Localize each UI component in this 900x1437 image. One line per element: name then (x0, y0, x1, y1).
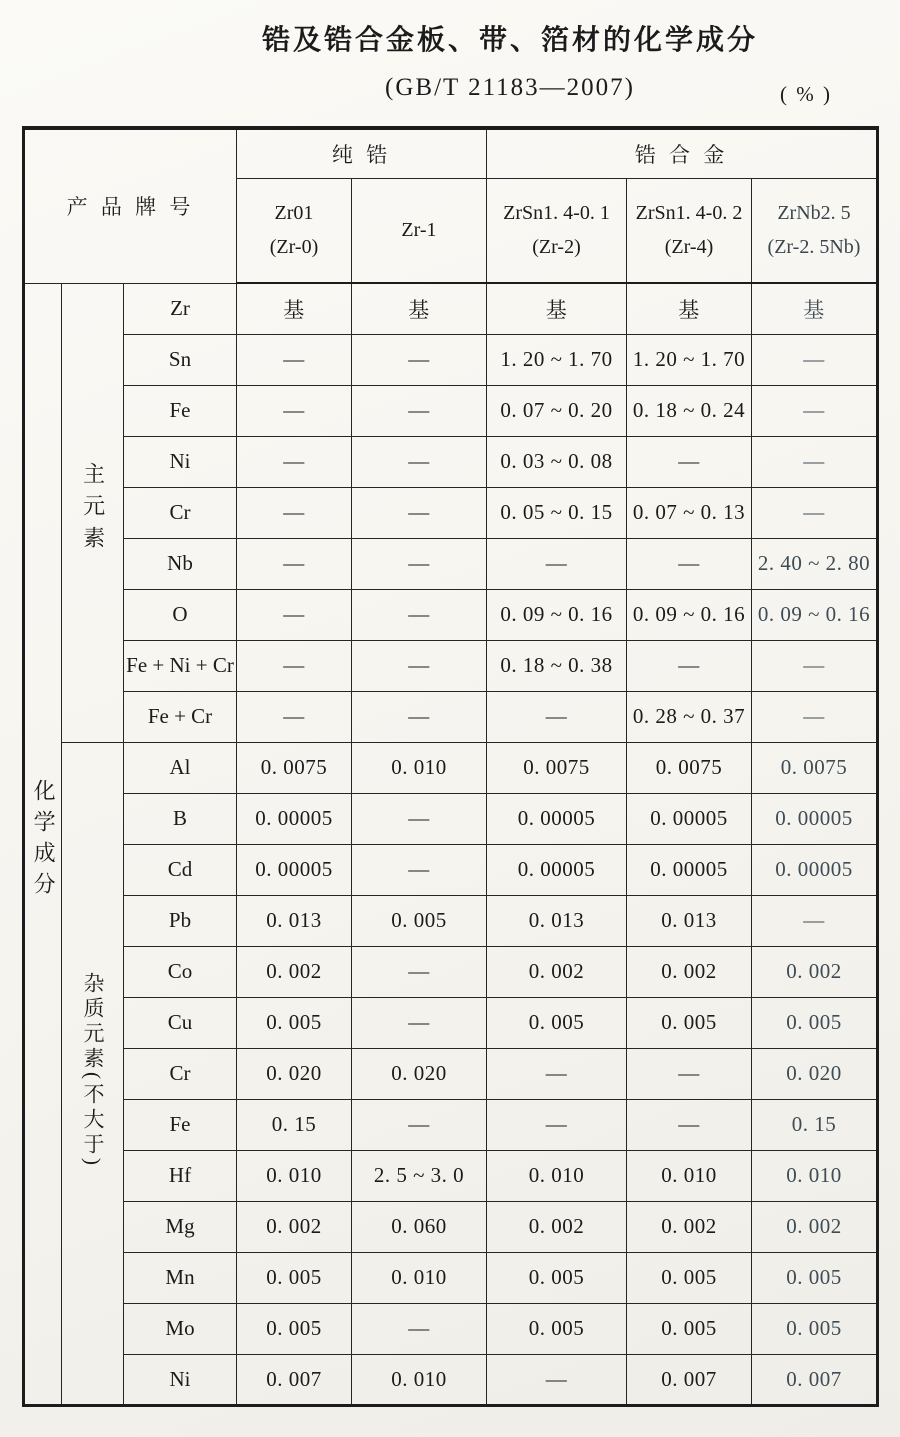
element-name: Sn (124, 334, 237, 385)
value-cell: — (627, 538, 752, 589)
value-cell: 基 (237, 283, 352, 334)
element-name: Mo (124, 1303, 237, 1354)
value-cell: — (237, 538, 352, 589)
value-cell: 0. 002 (487, 1201, 627, 1252)
element-name: Pb (124, 895, 237, 946)
element-name: Fe + Ni + Cr (124, 640, 237, 691)
value-cell: 0. 18 ~ 0. 24 (627, 385, 752, 436)
value-cell: 0. 007 (627, 1354, 752, 1405)
value-cell: — (487, 1048, 627, 1099)
value-cell: 0. 013 (627, 895, 752, 946)
value-cell: 0. 28 ~ 0. 37 (627, 691, 752, 742)
table-row-ni-impurity (24, 1354, 878, 1405)
value-cell: — (352, 793, 487, 844)
value-cell: 0. 00005 (487, 793, 627, 844)
value-cell: 0. 005 (487, 1252, 627, 1303)
value-cell: — (487, 1354, 627, 1405)
value-cell: 0. 00005 (627, 844, 752, 895)
header-row-groups (24, 128, 878, 178)
value-cell: 0. 020 (752, 1048, 878, 1099)
element-name: Ni (124, 1354, 237, 1405)
value-cell: — (352, 436, 487, 487)
value-cell: 2. 5 ~ 3. 0 (352, 1150, 487, 1201)
value-cell: 0. 00005 (237, 844, 352, 895)
table-row-co (24, 946, 878, 997)
value-cell: 0. 002 (752, 946, 878, 997)
table-row-mn (24, 1252, 878, 1303)
value-cell: — (752, 640, 878, 691)
value-cell: 0. 010 (487, 1150, 627, 1201)
table-row-hf (24, 1150, 878, 1201)
value-cell: — (352, 487, 487, 538)
table-row-o (24, 589, 878, 640)
value-cell: — (487, 1099, 627, 1150)
value-cell: — (352, 844, 487, 895)
group-header-pure-zirconium: 纯 锆 (237, 128, 487, 178)
table-row-sn (24, 334, 878, 385)
value-cell: — (352, 1303, 487, 1354)
table-row-cd (24, 844, 878, 895)
value-cell: 0. 013 (487, 895, 627, 946)
table-row-fe-main (24, 385, 878, 436)
title-block (170, 0, 850, 104)
element-name: Cr (124, 1048, 237, 1099)
value-cell: 0. 002 (627, 946, 752, 997)
value-cell: 0. 060 (352, 1201, 487, 1252)
value-cell: 0. 010 (352, 1354, 487, 1405)
table-row-ni-main (24, 436, 878, 487)
value-cell: 0. 0075 (237, 742, 352, 793)
value-cell: 0. 020 (237, 1048, 352, 1099)
value-cell: 0. 09 ~ 0. 16 (627, 589, 752, 640)
value-cell: 0. 0075 (487, 742, 627, 793)
value-cell: 2. 40 ~ 2. 80 (752, 538, 878, 589)
grade-name: ZrSn1. 4-0. 2 (635, 202, 743, 225)
value-cell: 0. 002 (627, 1201, 752, 1252)
value-cell: — (352, 997, 487, 1048)
value-cell: — (237, 589, 352, 640)
element-name: Fe (124, 1099, 237, 1150)
vertical-label: 主元素 (80, 461, 106, 558)
element-name: Ni (124, 436, 237, 487)
value-cell: 0. 005 (237, 1303, 352, 1354)
table-row-zr (24, 283, 878, 334)
value-cell: 0. 020 (352, 1048, 487, 1099)
value-cell: — (352, 640, 487, 691)
value-cell: 0. 15 (237, 1099, 352, 1150)
table-row-fe-impurity (24, 1099, 878, 1150)
value-cell: — (487, 691, 627, 742)
value-cell: 0. 007 (237, 1354, 352, 1405)
value-cell: 0. 0075 (627, 742, 752, 793)
value-cell: 0. 005 (627, 1303, 752, 1354)
value-cell: 0. 002 (237, 946, 352, 997)
value-cell: — (752, 895, 878, 946)
value-cell: 0. 002 (237, 1201, 352, 1252)
element-name: Nb (124, 538, 237, 589)
grade-header-zrsn14-02 (627, 178, 752, 283)
value-cell: — (352, 1099, 487, 1150)
value-cell: 0. 010 (237, 1150, 352, 1201)
grade-alias: (Zr-2) (532, 236, 581, 259)
value-cell: — (352, 385, 487, 436)
element-name: O (124, 589, 237, 640)
value-cell: 0. 005 (352, 895, 487, 946)
value-cell: 0. 18 ~ 0. 38 (487, 640, 627, 691)
value-cell: — (352, 691, 487, 742)
value-cell: 0. 005 (752, 1303, 878, 1354)
table-row-nb (24, 538, 878, 589)
value-cell: — (627, 1099, 752, 1150)
element-name: Cr (124, 487, 237, 538)
grade-name: Zr-1 (401, 219, 437, 242)
value-cell: — (352, 334, 487, 385)
value-cell: 0. 005 (487, 1303, 627, 1354)
value-cell: — (237, 385, 352, 436)
value-cell: 0. 007 (752, 1354, 878, 1405)
value-cell: 基 (352, 283, 487, 334)
grade-name: ZrNb2. 5 (777, 202, 851, 225)
grade-header-zrsn14-01 (487, 178, 627, 283)
table-row-mg (24, 1201, 878, 1252)
element-name: Co (124, 946, 237, 997)
value-cell: — (487, 538, 627, 589)
value-cell: — (752, 436, 878, 487)
table-row-fe-ni-cr (24, 640, 878, 691)
unit-percent-label: ( % ) (780, 82, 832, 106)
group-label-impurity-elements (62, 742, 124, 1405)
value-cell: 0. 010 (352, 1252, 487, 1303)
value-cell: 0. 002 (752, 1201, 878, 1252)
value-cell: 0. 005 (627, 1252, 752, 1303)
value-cell: 1. 20 ~ 1. 70 (487, 334, 627, 385)
table-row-b (24, 793, 878, 844)
value-cell: 1. 20 ~ 1. 70 (627, 334, 752, 385)
vertical-label: 杂质元素(不大于) (81, 971, 106, 1169)
value-cell: 0. 00005 (237, 793, 352, 844)
value-cell: 0. 00005 (627, 793, 752, 844)
value-cell: — (237, 691, 352, 742)
value-cell: — (627, 640, 752, 691)
value-cell: 0. 005 (752, 1252, 878, 1303)
value-cell: — (352, 589, 487, 640)
value-cell: 基 (752, 283, 878, 334)
value-cell: 0. 00005 (752, 844, 878, 895)
value-cell: — (752, 691, 878, 742)
value-cell: 0. 09 ~ 0. 16 (487, 589, 627, 640)
value-cell: 0. 005 (237, 997, 352, 1048)
value-cell: 0. 07 ~ 0. 13 (627, 487, 752, 538)
value-cell: 基 (627, 283, 752, 334)
value-cell: 0. 005 (627, 997, 752, 1048)
table-row-al (24, 742, 878, 793)
value-cell: 0. 03 ~ 0. 08 (487, 436, 627, 487)
value-cell: 0. 00005 (487, 844, 627, 895)
value-cell: — (352, 538, 487, 589)
value-cell: 0. 0075 (752, 742, 878, 793)
grade-alias: (Zr-0) (269, 236, 319, 259)
corner-header-product-grade: 产 品 牌 号 (24, 128, 237, 283)
value-cell: 0. 010 (352, 742, 487, 793)
standard-number: (GB/T 21183—2007) (385, 74, 635, 101)
element-name: Zr (124, 283, 237, 334)
element-name: B (124, 793, 237, 844)
element-name: Hf (124, 1150, 237, 1201)
value-cell: — (752, 385, 878, 436)
value-cell: — (752, 334, 878, 385)
value-cell: 0. 005 (487, 997, 627, 1048)
value-cell: 0. 07 ~ 0. 20 (487, 385, 627, 436)
value-cell: 0. 05 ~ 0. 15 (487, 487, 627, 538)
value-cell: — (352, 946, 487, 997)
grade-alias: (Zr-4) (664, 236, 714, 259)
grade-alias: (Zr-2. 5Nb) (767, 236, 861, 259)
table-row-pb (24, 895, 878, 946)
group-label-chemical-composition (24, 283, 62, 1405)
page-title: 锆及锆合金板、带、箔材的化学成分 (261, 25, 758, 56)
value-cell: — (627, 436, 752, 487)
element-name: Al (124, 742, 237, 793)
value-cell: 0. 013 (237, 895, 352, 946)
value-cell: 0. 010 (627, 1150, 752, 1201)
value-cell: — (237, 640, 352, 691)
value-cell: — (237, 334, 352, 385)
grade-header-zr01 (237, 178, 352, 283)
table-row-cu (24, 997, 878, 1048)
value-cell: — (237, 487, 352, 538)
element-name: Cu (124, 997, 237, 1048)
composition-table (22, 126, 879, 1407)
element-name: Mn (124, 1252, 237, 1303)
grade-header-zr1 (352, 178, 487, 283)
element-name: Fe (124, 385, 237, 436)
element-name: Cd (124, 844, 237, 895)
value-cell: 基 (487, 283, 627, 334)
value-cell: 0. 010 (752, 1150, 878, 1201)
table-row-cr-main (24, 487, 878, 538)
vertical-label: 化学成分 (31, 778, 57, 903)
value-cell: 0. 15 (752, 1099, 878, 1150)
value-cell: — (627, 1048, 752, 1099)
element-name: Mg (124, 1201, 237, 1252)
value-cell: 0. 005 (752, 997, 878, 1048)
table-row-fe-cr (24, 691, 878, 742)
table-row-mo (24, 1303, 878, 1354)
value-cell: 0. 09 ~ 0. 16 (752, 589, 878, 640)
value-cell: — (752, 487, 878, 538)
group-header-zirconium-alloy: 锆 合 金 (487, 128, 878, 178)
value-cell: 0. 005 (237, 1252, 352, 1303)
value-cell: 0. 002 (487, 946, 627, 997)
table-row-cr-impurity (24, 1048, 878, 1099)
element-name: Fe + Cr (124, 691, 237, 742)
group-label-main-elements (62, 283, 124, 742)
value-cell: — (237, 436, 352, 487)
value-cell: 0. 00005 (752, 793, 878, 844)
grade-name: ZrSn1. 4-0. 1 (503, 202, 610, 225)
grade-name: Zr01 (274, 202, 314, 225)
grade-header-zrnb25 (752, 178, 878, 283)
